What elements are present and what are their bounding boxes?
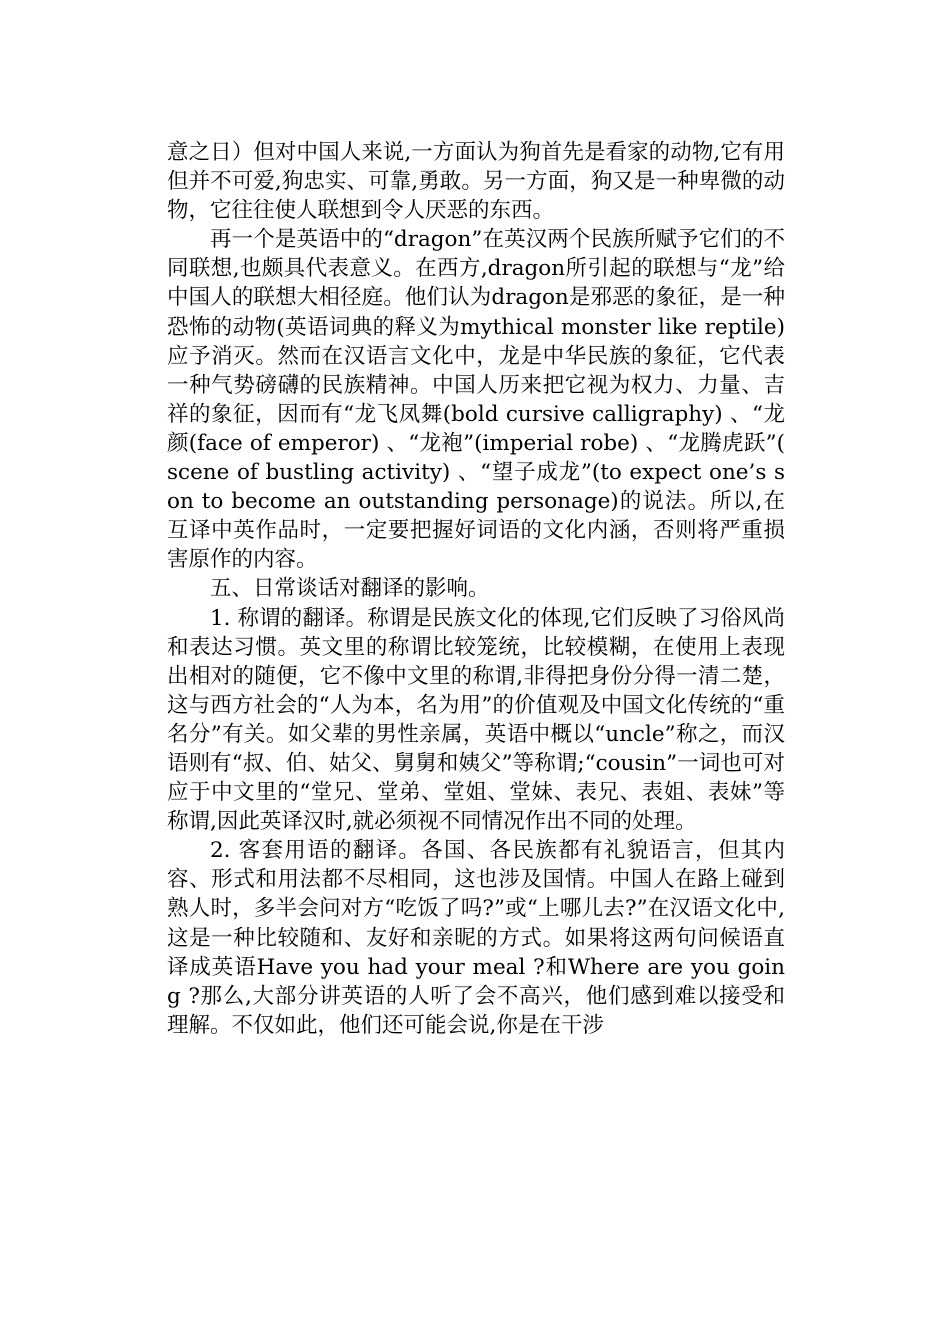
document-page (167, 138, 785, 1040)
paragraph-dragon: 再一个是英语中的“dragon”在英汉两个民族所赋予它们的不同联想,也颇具代表意义。在西方,dragon所引起的联想与“龙”给中国人的联想大相径庭。他们认为dragon是邪恶的象征，是一种恐怖的动物(英语词典的释义为mythical monster like reptile) 应予消灭。然而在汉语言文化中，龙是中华民族的象征，它代表一种气势磅礴的民族精神。中国人历来把它视为权力、力量、吉祥的象征，因而有“龙飞凤舞(bold cursive calligraphy) 、“龙颜(face of emperor) 、“龙袍”(imperial robe) 、“龙腾虎跃”( scene of bustling activity) 、“望子成龙”(to expect one’s son to become an outstanding personage)的说法。所以,在互译中英作品时，一定要把握好词语的文化内涵，否则将严重损害原作的内容。 (167, 227, 785, 573)
section-heading: 五、日常谈话对翻译的影响。 (210, 576, 490, 602)
paragraph-continuation: 意之日）但对中国人来说,一方面认为狗首先是看家的动物,它有用但并不可爱,狗忠实、可靠,勇敢。另一方面，狗又是一种卑微的动物，它往往使人联想到令人厌恶的东西。 (167, 140, 785, 224)
paragraph-item-1: 1. 称谓的翻译。称谓是民族文化的体现,它们反映了习俗风尚和表达习惯。英文里的称谓比较笼统，比较模糊，在使用上表现出相对的随便，它不像中文里的称谓,非得把身份分得一清二楚，这与西方社会的“人为本，名为用”的价值观及中国文化传统的“重名分”有关。如父辈的男性亲属，英语中概以“uncle”称之，而汉语则有“叔、伯、姑父、舅舅和姨父”等称谓;“cousin”一词也可对应于中文里的“堂兄、堂弟、堂姐、堂妹、表兄、表姐、表妹”等称谓,因此英译汉时,就必须视不同情况作出不同的处理。 (167, 605, 785, 835)
paragraph-item-2: 2. 客套用语的翻译。各国、各民族都有礼貌语言，但其内容、形式和用法都不尽相同，这也涉及国情。中国人在路上碰到熟人时，多半会问对方“吃饭了吗?”或“上哪儿去?”在汉语文化中,这是一种比较随和、友好和亲昵的方式。如果将这两句问候语直译成英语Have you had your meal ?和Where are you going ?那么,大部分讲英语的人听了会不高兴，他们感到难以接受和理解。不仅如此，他们还可能会说,你是在干涉 (167, 838, 785, 1038)
